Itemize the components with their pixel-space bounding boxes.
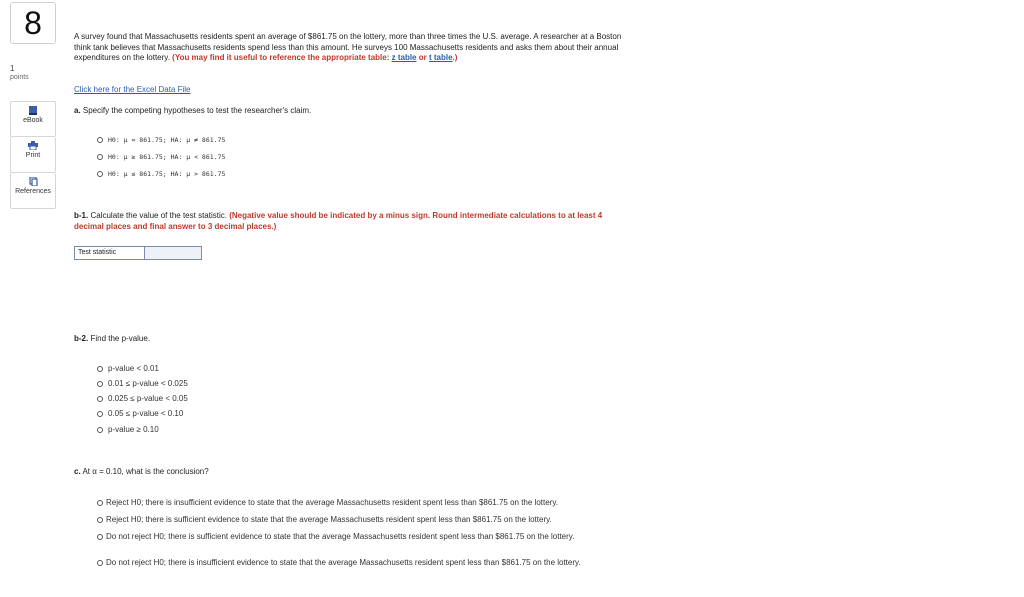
test-statistic-input[interactable] (145, 247, 201, 259)
references-button[interactable] (10, 173, 56, 209)
radio-button[interactable] (97, 154, 103, 160)
table-hint: (You may find it useful to reference the appropriate table: z table or t table.) (172, 53, 458, 63)
conclusion-option-4[interactable] (97, 557, 627, 569)
test-statistic-label: Test statistic (75, 247, 145, 259)
option-text: p-value < 0.01 (108, 364, 159, 373)
part-c-question: c. At α = 0.10, what is the conclusion? (74, 467, 209, 476)
option-text: 0.05 ≤ p-value < 0.10 (108, 409, 184, 418)
copy-icon (28, 177, 38, 186)
option-text: Do not reject H0; there is sufficient evidence to state that the average Massachusetts resident spent less than $861.75 on the lottery. (106, 532, 575, 541)
radio-button[interactable] (97, 534, 103, 540)
conclusion-option-2[interactable] (97, 514, 627, 526)
question-prompt (74, 32, 624, 64)
radio-button[interactable] (97, 427, 103, 433)
question-number: 8 (10, 2, 56, 44)
pvalue-option-1[interactable] (97, 364, 159, 373)
t-table-link[interactable]: t table (428, 53, 453, 63)
points-value: 1 (10, 64, 15, 73)
part-b2-question: b-2. Find the p-value. (74, 334, 151, 343)
option-text: Reject H0; there is insufficient evidence to state that the average Massachusetts resident spent less than $861.75 on the lottery. (106, 498, 558, 507)
radio-button[interactable] (97, 137, 103, 143)
hypothesis-option-2[interactable] (97, 153, 225, 161)
option-text: 0.01 ≤ p-value < 0.025 (108, 379, 188, 388)
book-icon (28, 106, 38, 115)
print-button[interactable] (10, 137, 56, 173)
pvalue-option-2[interactable] (97, 379, 188, 388)
option-text: H0: μ ≤ 861.75; HA: μ > 861.75 (108, 170, 226, 178)
radio-button[interactable] (97, 366, 103, 372)
conclusion-option-3[interactable] (97, 531, 627, 543)
radio-button[interactable] (97, 500, 103, 506)
radio-button[interactable] (97, 171, 103, 177)
excel-data-link[interactable]: Click here for the Excel Data File (74, 85, 191, 94)
references-label: References (15, 188, 51, 195)
part-a-question: a. Specify the competing hypotheses to test the researcher's claim. (74, 106, 312, 115)
pvalue-option-3[interactable] (97, 394, 188, 403)
print-label: Print (25, 152, 41, 159)
ebook-label: eBook (23, 117, 43, 124)
option-text: H0: μ ≥ 861.75; HA: μ < 861.75 (108, 153, 226, 161)
radio-button[interactable] (97, 411, 103, 417)
z-table-link[interactable]: z table (391, 53, 417, 63)
radio-button[interactable] (97, 560, 103, 566)
part-b1-question: b-1. Calculate the value of the test statistic. (Negative value should be indicated by a minus sign. Round intermediate calculations to at least 4 decimal places and final answer to 3 decimal places.) (74, 211, 603, 231)
option-text: p-value ≥ 0.10 (108, 425, 159, 434)
conclusion-option-1[interactable] (97, 497, 627, 509)
option-text: Do not reject H0; there is insufficient evidence to state that the average Massachusetts resident spent less than $861.75 on the lottery. (106, 558, 581, 567)
pvalue-option-5[interactable] (97, 425, 159, 434)
radio-button[interactable] (97, 396, 103, 402)
hypothesis-option-3[interactable] (97, 170, 225, 178)
option-text: Reject H0; there is sufficient evidence to state that the average Massachusetts resident spent less than $861.75 on the lottery. (106, 515, 552, 524)
radio-button[interactable] (97, 517, 103, 523)
pvalue-option-4[interactable] (97, 409, 183, 418)
points-label: points (10, 74, 29, 81)
prompt-text: A survey found that Massachusetts residents spent an average of $861.75 on the lottery, more than three times the U.S. average. A researcher at a Boston think tank believes that Massachusetts residents spend less than this amount. He surveys 100 Massachusetts residents and asks them about their annual expenditures on the lottery. (74, 32, 622, 63)
test-statistic-row (74, 246, 202, 260)
printer-icon (28, 141, 38, 150)
ebook-button[interactable] (10, 101, 56, 137)
option-text: 0.025 ≤ p-value < 0.05 (108, 394, 188, 403)
radio-button[interactable] (97, 381, 103, 387)
option-text: H0: μ = 861.75; HA: μ ≠ 861.75 (108, 136, 226, 144)
hypothesis-option-1[interactable] (97, 136, 225, 144)
